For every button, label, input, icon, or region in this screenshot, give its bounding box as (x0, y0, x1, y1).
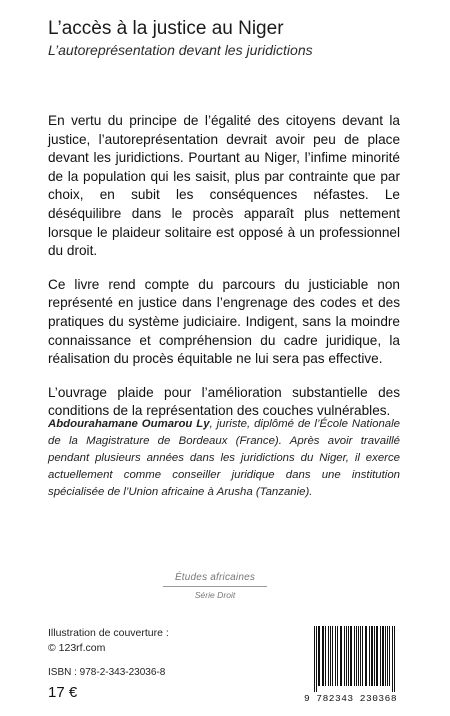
barcode-bar (380, 626, 381, 686)
barcode-bar (362, 626, 363, 686)
author-bio-text: , juriste, diplômé de l’École Nationale de la Magistrature de Bordeaux (France). Après avoir travaillé pendant plusieurs années dans les juridictions du Niger, il exerce actuellement comme conseiller juridique dans une institution spécialisée de l’Union africaine à Arusha (Tanzanie). (48, 418, 400, 498)
blurb-paragraph-3: L’ouvrage plaide pour l’amélioration substantielle des conditions de la représentation des couches vulnérables. (48, 384, 400, 419)
credits-label: Illustration de couverture : (48, 627, 169, 639)
barcode-icon (308, 624, 418, 694)
author-bio (48, 416, 400, 501)
barcode-bar (346, 626, 347, 686)
barcode-bar (316, 626, 317, 692)
barcode-bar (371, 626, 373, 686)
barcode-bar (328, 626, 329, 686)
barcode-bar (369, 626, 370, 686)
blurb-paragraph-2: Ce livre rend compte du parcours du justiciable non représenté en justice dans l’engrenage des codes et des pratiques du système judiciaire. Indigent, sans la moindre connaissance et compréhension du cadre juridique, la réalisation du procès équitable ne lui sera pas effective. (48, 276, 400, 367)
barcode-bar (385, 626, 386, 686)
header (48, 18, 428, 59)
book-subtitle: L’autoreprésentation devant les juridictions (48, 42, 313, 58)
barcode-bar (337, 626, 338, 686)
barcode-bar (389, 626, 390, 686)
series-subtitle: Série Droit (194, 590, 236, 600)
barcode-bar (348, 626, 349, 686)
book-title: L’accès à la justice au Niger (48, 18, 284, 39)
cover-credits (48, 626, 198, 656)
barcode-bar (330, 626, 331, 686)
barcode-bar (365, 626, 367, 686)
barcode-bar (387, 626, 388, 686)
blurb-paragraph-1: En vertu du principe de l’égalité des citoyens devant la justice, l’autoreprésentation devrait avoir peu de place devant les juridictions. Pourtant au Niger, l’infime minorité de la population qui les saisit, plus par contrainte que par choix, en subit les conséquences néfastes. Le déséquilibre dans le procès apparaît plus nettement lorsque le plaideur solitaire est opposé à un professionnel du droit. (48, 113, 400, 259)
credits-source: © 123rf.com (48, 642, 106, 654)
barcode-bar (344, 626, 345, 686)
barcode-bar (325, 626, 326, 686)
barcode-bar (394, 626, 395, 692)
author-name: Abdourahamane Oumarou Ly (48, 418, 210, 430)
barcode-bar (322, 626, 324, 686)
price: 17 € (48, 684, 78, 701)
series-name: Études africaines (174, 572, 256, 583)
barcode-bar (335, 626, 336, 686)
barcode-bar (318, 626, 320, 686)
barcode-bar (382, 626, 384, 686)
isbn: ISBN : 978-2-343-23036-8 (48, 667, 166, 678)
barcode-bar (358, 626, 359, 686)
barcode-bar (374, 626, 375, 686)
barcode-bars (308, 624, 418, 692)
barcode-bar (392, 626, 393, 692)
barcode-bar (340, 626, 342, 686)
barcode-bar (314, 626, 315, 692)
barcode-bar (354, 626, 355, 686)
series-logo (155, 572, 275, 600)
barcode-number: 9 782343 230368 (304, 693, 398, 704)
barcode-bar (332, 626, 333, 686)
barcode-bar (360, 626, 361, 686)
series-divider (163, 586, 267, 587)
barcode-bar (356, 626, 357, 686)
blurb (48, 112, 400, 436)
barcode-bar (376, 626, 378, 686)
barcode-bar (350, 626, 352, 686)
